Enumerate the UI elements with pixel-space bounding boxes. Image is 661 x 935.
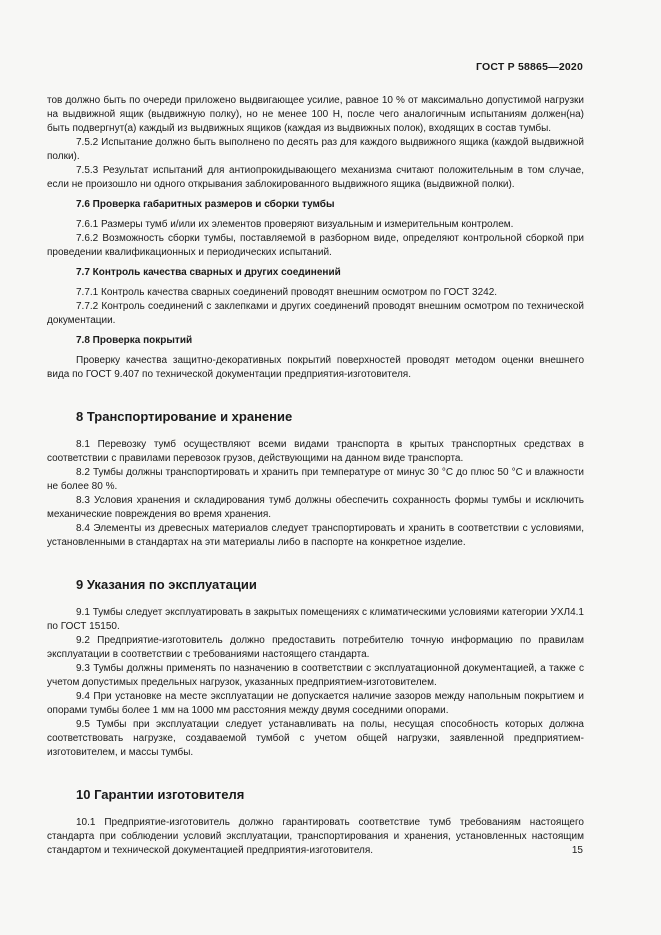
- paragraph-7-8: Проверку качества защитно-декоративных покрытий поверхностей проводят методом оценки внешнего вида по ГОСТ 9.407 по технической документации предприятия-изготовителя.: [47, 355, 584, 380]
- document-body: [47, 94, 584, 858]
- section-9-title: 9 Указания по эксплуатации: [76, 577, 257, 592]
- paragraph-7-7-2: 7.7.2 Контроль соединений с заклепками и других соединений проводят внешним осмотром по технической документации.: [47, 301, 584, 326]
- paragraph-9-3: 9.3 Тумбы должны применять по назначению в соответствии с эксплуатационной документацией, а также с учетом допустимых предельных нагрузок, указанных предприятием-изготовителем.: [47, 663, 584, 688]
- paragraph-8-3: 8.3 Условия хранения и складирования тумб должны обеспечить сохранность формы тумбы и исключить механические повреждения во время хранения.: [47, 495, 584, 520]
- paragraph-continuation: тов должно быть по очереди приложено выдвигающее усилие, равное 10 % от максимально допустимой нагрузки на выдвижной ящик (выдвижную полку), но не менее 100 Н, после чего аналогичным испытаниям должен(на) быть подвергнут(а) каждый из выдвижных ящиков (каждая из выдвижных полок), входящих в состав тумбы.: [47, 95, 584, 134]
- section-10-title: 10 Гарантии изготовителя: [76, 787, 245, 802]
- paragraph-7-5-2: 7.5.2 Испытание должно быть выполнено по десять раз для каждого выдвижного ящика (каждой выдвижной полки).: [47, 137, 584, 162]
- paragraph-9-2: 9.2 Предприятие-изготовитель должно предоставить потребителю точную информацию по правилам эксплуатации в соответствии с требованиями настоящего стандарта.: [47, 635, 584, 660]
- paragraph-9-4: 9.4 При установке на месте эксплуатации не допускается наличие зазоров между напольным покрытием и опорами тумбы более 1 мм на 1000 мм расстояния между двумя соседними опорами.: [47, 691, 584, 716]
- heading-7-6: 7.6 Проверка габаритных размеров и сборки тумбы: [76, 199, 335, 210]
- paragraph-7-6-1: 7.6.1 Размеры тумб и/или их элементов проверяют визуальным и измерительным контролем.: [76, 219, 514, 230]
- paragraph-8-4: 8.4 Элементы из древесных материалов следует транспортировать и хранить в соответствии с условиями, установленными в стандартах на эти материалы либо в паспорте на конкретное изделие.: [47, 523, 584, 548]
- paragraph-7-7-1: 7.7.1 Контроль качества сварных соединений проводят внешним осмотром по ГОСТ 3242.: [76, 287, 498, 298]
- paragraph-9-5: 9.5 Тумбы при эксплуатации следует устанавливать на полы, несущая способность которых должна соответствовать нагрузке, создаваемой тумбой с учетом общей нагрузки, заявленной предприятием-изготовителем, и массы тумбы.: [47, 719, 584, 758]
- heading-7-8: 7.8 Проверка покрытий: [76, 335, 193, 346]
- heading-7-7: 7.7 Контроль качества сварных и других соединений: [76, 267, 341, 278]
- paragraph-10-1: 10.1 Предприятие-изготовитель должно гарантировать соответствие тумб требованиям настоящего стандарта при соблюдении условий эксплуатации, транспортирования и хранения, установленных настоящим стандартом и технической документацией предприятия-изготовителя.: [47, 817, 584, 856]
- paragraph-7-6-2: 7.6.2 Возможность сборки тумбы, поставляемой в разборном виде, определяют контрольной сборкой при проведении квалификационных и периодических испытаний.: [47, 233, 584, 258]
- paragraph-8-2: 8.2 Тумбы должны транспортировать и хранить при температуре от минус 30 °С до плюс 50 °С и влажности не более 80 %.: [47, 467, 584, 492]
- standard-header: ГОСТ Р 58865—2020: [475, 61, 583, 73]
- paragraph-7-5-3: 7.5.3 Результат испытаний для антиопрокидывающего механизма считают положительным в том случае, если не произошло ни одного открывания заблокированного выдвижного ящика (выдвижной полки).: [47, 165, 584, 190]
- paragraph-8-1: 8.1 Перевозку тумб осуществляют всеми видами транспорта в крытых транспортных средствах в соответствии с правилами перевозок грузов, действующими на данном виде транспорта.: [47, 439, 584, 464]
- page-number: 15: [571, 845, 583, 856]
- section-8-title: 8 Транспортирование и хранение: [76, 409, 293, 424]
- paragraph-9-1: 9.1 Тумбы следует эксплуатировать в закрытых помещениях с климатическими условиями категории УХЛ4.1 по ГОСТ 15150.: [47, 607, 584, 632]
